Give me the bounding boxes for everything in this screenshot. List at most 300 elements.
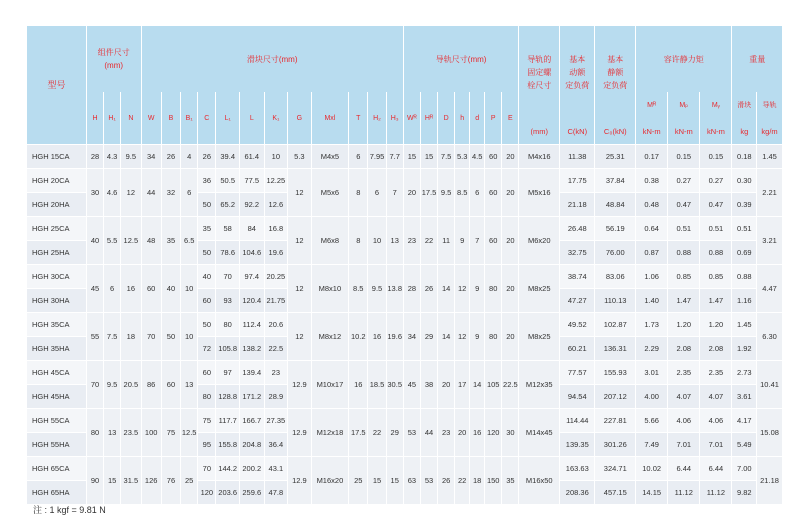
cell-C0: 207.12 [595, 384, 636, 408]
cell-MP: 1.47 [668, 288, 700, 312]
cell-C: 36 [198, 168, 216, 192]
cell-K1: 19.6 [265, 240, 289, 264]
cell-N: 16 [121, 264, 141, 312]
cell-HR: 15 [421, 144, 438, 168]
cell-C: 120 [198, 480, 216, 504]
col-L1: L₁ [216, 92, 240, 144]
cell-MY: 2.35 [700, 360, 732, 384]
cell-Cd: 77.57 [560, 360, 595, 384]
cell-MP: 2.08 [668, 336, 700, 360]
cell-bolt: M14x45 [519, 408, 560, 456]
cell-W: 48 [142, 216, 162, 264]
cell-MP: 0.15 [668, 144, 700, 168]
cell-H: 28 [87, 144, 104, 168]
model-cell: HGH 55HA [27, 432, 87, 456]
cell-MR: 14.15 [636, 480, 668, 504]
cell-E: 20 [502, 312, 519, 360]
cell-L1: 93 [216, 288, 240, 312]
cell-L1: 39.4 [216, 144, 240, 168]
rail-size-header: 导轨尺寸(mm) [404, 26, 520, 92]
cell-K1: 47.8 [265, 480, 289, 504]
cell-Mxl: M8x12 [312, 312, 349, 360]
cell-C: 75 [198, 408, 216, 432]
cell-L: 200.2 [240, 456, 265, 480]
cell-C: 26 [198, 144, 216, 168]
col-G: G [288, 92, 312, 144]
cell-D: 26 [438, 456, 455, 504]
cell-H: 70 [87, 360, 104, 408]
cell-MY: 4.06 [700, 408, 732, 432]
cell-W: 126 [142, 456, 162, 504]
cell-L: 259.6 [240, 480, 265, 504]
cell-N: 20.5 [121, 360, 141, 408]
cell-L: 112.4 [240, 312, 265, 336]
model-cell: HGH 20HA [27, 192, 87, 216]
cell-Mxl: M4x5 [312, 144, 349, 168]
dynamic-load-header: 基本 动额 定负荷 [560, 26, 595, 118]
cell-C: 50 [198, 240, 216, 264]
model-cell: HGH 20CA [27, 168, 87, 192]
col-d: d [470, 92, 485, 144]
cell-B1: 6 [181, 168, 198, 216]
cell-HR: 17.5 [421, 168, 438, 216]
cell-L: 171.2 [240, 384, 265, 408]
cell-Cd: 11.38 [560, 144, 595, 168]
cell-MY: 0.15 [700, 144, 732, 168]
cell-P: 80 [485, 312, 502, 360]
col-weight-rail: 导轨 [757, 92, 783, 118]
cell-C0: 56.19 [595, 216, 636, 240]
cell-h: 12 [455, 264, 470, 312]
cell-B: 35 [162, 216, 181, 264]
cell-N: 31.5 [121, 456, 141, 504]
cell-MR: 10.02 [636, 456, 668, 480]
cell-B: 60 [162, 360, 181, 408]
cell-WR: 53 [404, 408, 421, 456]
cell-H2: 6 [368, 168, 386, 216]
table-row [27, 168, 783, 192]
cell-bolt: M6x20 [519, 216, 560, 264]
cell-B: 40 [162, 264, 181, 312]
table-row [27, 456, 783, 480]
cell-K1: 16.8 [265, 216, 289, 240]
cell-L1: 50.5 [216, 168, 240, 192]
cell-C0: 102.87 [595, 312, 636, 336]
cell-C0: 324.71 [595, 456, 636, 480]
cell-MP: 0.47 [668, 192, 700, 216]
unit-mp: kN-m [668, 118, 700, 144]
cell-h: 5.3 [455, 144, 470, 168]
cell-W: 70 [142, 312, 162, 360]
cell-K1: 21.75 [265, 288, 289, 312]
cell-d: 9 [470, 312, 485, 360]
cell-B1: 10 [181, 264, 198, 312]
model-cell: HGH 35CA [27, 312, 87, 336]
cell-Cd: 49.52 [560, 312, 595, 336]
cell-MR: 0.38 [636, 168, 668, 192]
cell-C0: 83.06 [595, 264, 636, 288]
cell-L: 104.6 [240, 240, 265, 264]
unit-weight-rail: kg/m [757, 118, 783, 144]
cell-H3: 7.7 [387, 144, 404, 168]
cell-P: 60 [485, 216, 502, 264]
cell-G: 12 [288, 264, 312, 312]
cell-C0: 155.93 [595, 360, 636, 384]
cell-B1: 6.5 [181, 216, 198, 264]
cell-HR: 29 [421, 312, 438, 360]
cell-K1: 28.9 [265, 384, 289, 408]
cell-D: 14 [438, 312, 455, 360]
col-P: P [485, 92, 502, 144]
cell-MR: 1.06 [636, 264, 668, 288]
col-h: h [455, 92, 470, 144]
cell-H: 90 [87, 456, 104, 504]
cell-D: 11 [438, 216, 455, 264]
cell-L: 97.4 [240, 264, 265, 288]
cell-MY: 7.01 [700, 432, 732, 456]
cell-MY: 1.20 [700, 312, 732, 336]
cell-rail-weight: 6.30 [757, 312, 783, 360]
col-N: N [121, 92, 141, 144]
cell-T: 8.5 [349, 264, 368, 312]
cell-MY: 4.07 [700, 384, 732, 408]
cell-C0: 76.00 [595, 240, 636, 264]
cell-Cd: 17.75 [560, 168, 595, 192]
cell-Cd: 114.44 [560, 408, 595, 432]
cell-wb: 1.45 [732, 312, 757, 336]
cell-H1: 7.5 [104, 312, 121, 360]
rail-bolt-header: 导轨的 固定螺 栓尺寸 [519, 26, 560, 118]
col-E: E [502, 92, 519, 144]
cell-d: 4.5 [470, 144, 485, 168]
cell-rail-weight: 3.21 [757, 216, 783, 264]
col-mp: Mₚ [668, 92, 700, 118]
cell-wb: 0.39 [732, 192, 757, 216]
cell-wb: 0.51 [732, 216, 757, 240]
cell-Cd: 163.63 [560, 456, 595, 480]
cell-H2: 18.5 [368, 360, 386, 408]
model-cell: HGH 30HA [27, 288, 87, 312]
cell-H2: 22 [368, 408, 386, 456]
cell-MY: 1.47 [700, 288, 732, 312]
cell-B1: 10 [181, 312, 198, 360]
cell-C0: 457.15 [595, 480, 636, 504]
cell-Cd: 26.48 [560, 216, 595, 240]
cell-N: 23.5 [121, 408, 141, 456]
cell-d: 18 [470, 456, 485, 504]
cell-MP: 1.20 [668, 312, 700, 336]
cell-rail-weight: 10.41 [757, 360, 783, 408]
cell-L1: 65.2 [216, 192, 240, 216]
table-row [27, 264, 783, 288]
cell-MY: 0.47 [700, 192, 732, 216]
header-row-2 [27, 92, 783, 118]
cell-G: 5.3 [288, 144, 312, 168]
cell-H: 45 [87, 264, 104, 312]
cell-Mxl: M12x18 [312, 408, 349, 456]
cell-C: 80 [198, 384, 216, 408]
table-row [27, 312, 783, 336]
cell-L1: 97 [216, 360, 240, 384]
cell-MY: 0.88 [700, 240, 732, 264]
cell-N: 12.5 [121, 216, 141, 264]
col-WR: Wᴿ [404, 92, 421, 144]
cell-L: 138.2 [240, 336, 265, 360]
cell-H3: 13 [387, 216, 404, 264]
table-row [27, 216, 783, 240]
unit-stat: C₀(kN) [595, 118, 636, 144]
cell-B: 50 [162, 312, 181, 360]
cell-wb: 3.61 [732, 384, 757, 408]
header-row-1 [27, 26, 783, 92]
cell-L1: 58 [216, 216, 240, 240]
model-cell: HGH 25CA [27, 216, 87, 240]
col-H2: H₂ [368, 92, 386, 144]
col-C: C [198, 92, 216, 144]
cell-h: 22 [455, 456, 470, 504]
cell-B1: 13 [181, 360, 198, 408]
cell-HR: 53 [421, 456, 438, 504]
cell-N: 9.5 [121, 144, 141, 168]
cell-d: 6 [470, 168, 485, 216]
cell-d: 9 [470, 264, 485, 312]
cell-L1: 70 [216, 264, 240, 288]
cell-MR: 3.01 [636, 360, 668, 384]
col-H1: H₁ [104, 92, 121, 144]
cell-W: 34 [142, 144, 162, 168]
cell-H3: 15 [387, 456, 404, 504]
cell-H2: 15 [368, 456, 386, 504]
unit-my: kN-m [700, 118, 732, 144]
cell-E: 35 [502, 456, 519, 504]
cell-W: 60 [142, 264, 162, 312]
cell-D: 9.5 [438, 168, 455, 216]
cell-MR: 0.17 [636, 144, 668, 168]
cell-rail-weight: 21.18 [757, 456, 783, 504]
model-cell: HGH 30CA [27, 264, 87, 288]
cell-T: 8 [349, 216, 368, 264]
cell-L1: 80 [216, 312, 240, 336]
cell-C0: 136.31 [595, 336, 636, 360]
cell-L: 204.8 [240, 432, 265, 456]
cell-K1: 27.35 [265, 408, 289, 432]
cell-P: 80 [485, 264, 502, 312]
cell-MR: 2.29 [636, 336, 668, 360]
cell-rail-weight: 2.21 [757, 168, 783, 216]
col-weight-block: 滑块 [732, 92, 757, 118]
col-W: W [142, 92, 162, 144]
cell-MP: 0.85 [668, 264, 700, 288]
cell-C: 70 [198, 456, 216, 480]
cell-H2: 9.5 [368, 264, 386, 312]
cell-P: 60 [485, 144, 502, 168]
cell-MR: 0.87 [636, 240, 668, 264]
static-moment-header: 容许静力矩 [636, 26, 732, 92]
cell-L: 61.4 [240, 144, 265, 168]
cell-MY: 6.44 [700, 456, 732, 480]
col-mr: Mᴿ [636, 92, 668, 118]
cell-H1: 13 [104, 408, 121, 456]
cell-K1: 10 [265, 144, 289, 168]
cell-wb: 1.92 [732, 336, 757, 360]
cell-C: 35 [198, 216, 216, 240]
cell-rail-weight: 4.47 [757, 264, 783, 312]
cell-T: 17.5 [349, 408, 368, 456]
model-cell: HGH 55CA [27, 408, 87, 432]
cell-P: 120 [485, 408, 502, 456]
cell-MP: 0.27 [668, 168, 700, 192]
cell-H1: 15 [104, 456, 121, 504]
unit-weight-block: kg [732, 118, 757, 144]
col-L: L [240, 92, 265, 144]
cell-bolt: M12x35 [519, 360, 560, 408]
cell-C: 72 [198, 336, 216, 360]
cell-E: 20 [502, 168, 519, 216]
model-cell: HGH 65CA [27, 456, 87, 480]
cell-K1: 22.5 [265, 336, 289, 360]
cell-H: 30 [87, 168, 104, 216]
weight-header: 重量 [732, 26, 783, 92]
cell-h: 8.5 [455, 168, 470, 216]
cell-Cd: 38.74 [560, 264, 595, 288]
cell-MR: 0.48 [636, 192, 668, 216]
col-B1: B₁ [181, 92, 198, 144]
col-Mxl: Mxl [312, 92, 349, 144]
cell-C0: 25.31 [595, 144, 636, 168]
cell-C0: 227.81 [595, 408, 636, 432]
cell-Mxl: M16x20 [312, 456, 349, 504]
cell-H: 40 [87, 216, 104, 264]
table-row [27, 408, 783, 432]
cell-Cd: 47.27 [560, 288, 595, 312]
cell-G: 12.9 [288, 408, 312, 456]
cell-N: 12 [121, 168, 141, 216]
cell-K1: 43.1 [265, 456, 289, 480]
cell-E: 22.5 [502, 360, 519, 408]
cell-MR: 1.73 [636, 312, 668, 336]
cell-HR: 22 [421, 216, 438, 264]
cell-L1: 203.6 [216, 480, 240, 504]
cell-MP: 11.12 [668, 480, 700, 504]
cell-C0: 301.26 [595, 432, 636, 456]
cell-B: 75 [162, 408, 181, 456]
model-header: 型号 [27, 26, 87, 144]
model-cell: HGH 45HA [27, 384, 87, 408]
cell-wb: 0.18 [732, 144, 757, 168]
cell-h: 20 [455, 408, 470, 456]
cell-H1: 5.5 [104, 216, 121, 264]
unit-mr: kN-m [636, 118, 668, 144]
col-H3: H₃ [387, 92, 404, 144]
model-cell: HGH 65HA [27, 480, 87, 504]
cell-E: 20 [502, 216, 519, 264]
cell-h: 12 [455, 312, 470, 360]
cell-Cd: 94.54 [560, 384, 595, 408]
col-HR: Hᴿ [421, 92, 438, 144]
cell-MR: 4.00 [636, 384, 668, 408]
cell-MP: 2.35 [668, 360, 700, 384]
cell-Mxl: M6x8 [312, 216, 349, 264]
cell-bolt: M16x50 [519, 456, 560, 504]
cell-C: 60 [198, 288, 216, 312]
cell-P: 150 [485, 456, 502, 504]
cell-wb: 0.30 [732, 168, 757, 192]
cell-L1: 144.2 [216, 456, 240, 480]
block-size-header: 滑块尺寸(mm) [142, 26, 404, 92]
cell-K1: 12.6 [265, 192, 289, 216]
cell-rail-weight: 15.08 [757, 408, 783, 456]
cell-K1: 20.25 [265, 264, 289, 288]
cell-MY: 0.51 [700, 216, 732, 240]
cell-bolt: M5x16 [519, 168, 560, 216]
cell-HR: 44 [421, 408, 438, 456]
cell-W: 44 [142, 168, 162, 216]
cell-L: 120.4 [240, 288, 265, 312]
cell-L: 77.5 [240, 168, 265, 192]
cell-D: 14 [438, 264, 455, 312]
cell-Cd: 32.75 [560, 240, 595, 264]
cell-T: 25 [349, 456, 368, 504]
assembly-size-header: 组件尺寸 (mm) [87, 26, 142, 92]
cell-K1: 23 [265, 360, 289, 384]
cell-H: 55 [87, 312, 104, 360]
cell-WR: 23 [404, 216, 421, 264]
cell-wb: 1.16 [732, 288, 757, 312]
cell-Mxl: M10x17 [312, 360, 349, 408]
cell-Cd: 139.35 [560, 432, 595, 456]
cell-H: 80 [87, 408, 104, 456]
cell-MR: 7.49 [636, 432, 668, 456]
cell-rail-weight: 1.45 [757, 144, 783, 168]
cell-D: 7.5 [438, 144, 455, 168]
cell-Mxl: M8x10 [312, 264, 349, 312]
cell-WR: 28 [404, 264, 421, 312]
cell-L: 84 [240, 216, 265, 240]
col-D: D [438, 92, 455, 144]
cell-Cd: 60.21 [560, 336, 595, 360]
cell-L1: 155.8 [216, 432, 240, 456]
cell-N: 18 [121, 312, 141, 360]
cell-WR: 63 [404, 456, 421, 504]
cell-G: 12.9 [288, 360, 312, 408]
cell-MY: 0.27 [700, 168, 732, 192]
cell-G: 12 [288, 168, 312, 216]
cell-C: 50 [198, 312, 216, 336]
cell-L1: 78.6 [216, 240, 240, 264]
cell-E: 20 [502, 264, 519, 312]
cell-G: 12 [288, 216, 312, 264]
cell-C: 60 [198, 360, 216, 384]
cell-H1: 9.5 [104, 360, 121, 408]
cell-WR: 45 [404, 360, 421, 408]
cell-HR: 38 [421, 360, 438, 408]
cell-W: 86 [142, 360, 162, 408]
model-cell: HGH 35HA [27, 336, 87, 360]
cell-MR: 0.64 [636, 216, 668, 240]
cell-L1: 105.8 [216, 336, 240, 360]
cell-MP: 4.06 [668, 408, 700, 432]
cell-H2: 7.95 [368, 144, 386, 168]
cell-MY: 11.12 [700, 480, 732, 504]
unit-dyn: C(kN) [560, 118, 595, 144]
cell-h: 9 [455, 216, 470, 264]
cell-H3: 13.8 [387, 264, 404, 312]
cell-T: 8 [349, 168, 368, 216]
cell-H2: 10 [368, 216, 386, 264]
cell-L: 166.7 [240, 408, 265, 432]
cell-WR: 34 [404, 312, 421, 360]
cell-HR: 26 [421, 264, 438, 312]
